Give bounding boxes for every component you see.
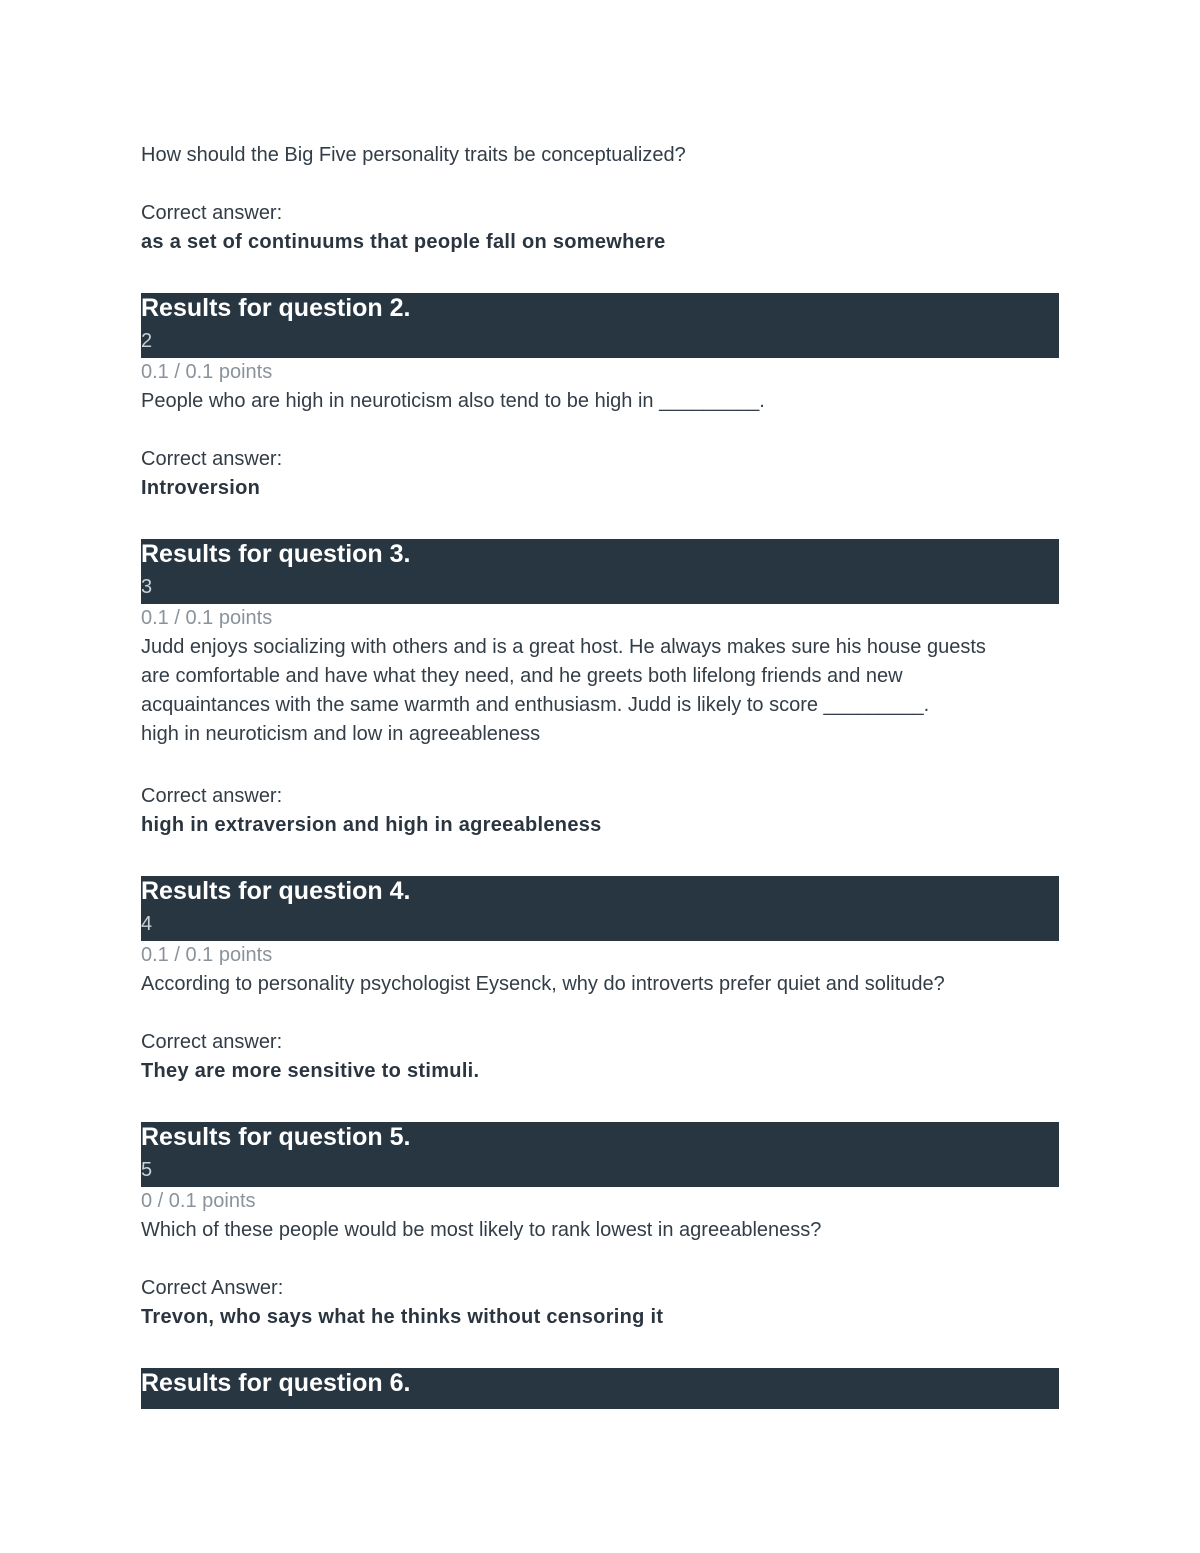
question-2-header bbox=[141, 293, 1059, 358]
question-2-correct-answer: Introversion bbox=[141, 477, 261, 499]
question-2-title: Results for question 2. bbox=[141, 294, 411, 322]
question-5-section bbox=[141, 1122, 1059, 1332]
question-5-answer-label: Correct Answer: bbox=[141, 1277, 284, 1299]
question-5-title: Results for question 5. bbox=[141, 1123, 411, 1151]
question-3-text-line-1: Judd enjoys socializing with others and is a great host. He always makes sure his house guests bbox=[141, 636, 986, 658]
question-1-answer-label: Correct answer: bbox=[141, 202, 283, 224]
question-3-number: 3 bbox=[141, 576, 153, 598]
question-4-title: Results for question 4. bbox=[141, 877, 411, 905]
question-3-answer-label: Correct answer: bbox=[141, 785, 283, 807]
question-4-number: 4 bbox=[141, 913, 153, 935]
question-3-text-line-3: acquaintances with the same warmth and enthusiasm. Judd is likely to score _________. bbox=[141, 694, 930, 716]
question-3-text-line-2: are comfortable and have what they need, and he greets both lifelong friends and new bbox=[141, 665, 903, 687]
question-5-points: 0 / 0.1 points bbox=[141, 1190, 256, 1212]
question-4-correct-answer: They are more sensitive to stimuli. bbox=[141, 1060, 480, 1082]
question-2-points: 0.1 / 0.1 points bbox=[141, 361, 273, 383]
question-5-header bbox=[141, 1122, 1059, 1187]
question-4-section bbox=[141, 876, 1059, 1086]
quiz-results-document bbox=[141, 141, 1059, 1409]
question-3-points: 0.1 / 0.1 points bbox=[141, 607, 273, 629]
question-1-section bbox=[141, 141, 1059, 257]
question-5-number: 5 bbox=[141, 1159, 153, 1181]
question-1-correct-answer: as a set of continuums that people fall on somewhere bbox=[141, 231, 666, 253]
question-2-answer-label: Correct answer: bbox=[141, 448, 283, 470]
question-2-section bbox=[141, 293, 1059, 503]
question-3-selected-answer: high in neuroticism and low in agreeableness bbox=[141, 723, 541, 745]
question-2-number: 2 bbox=[141, 330, 153, 352]
question-4-header bbox=[141, 876, 1059, 941]
question-6-section bbox=[141, 1368, 1059, 1409]
question-4-text: According to personality psychologist Eysenck, why do introverts prefer quiet and solitude? bbox=[141, 973, 945, 995]
question-1-text: How should the Big Five personality traits be conceptualized? bbox=[141, 144, 686, 166]
question-5-text: Which of these people would be most likely to rank lowest in agreeableness? bbox=[141, 1219, 822, 1241]
question-3-header bbox=[141, 539, 1059, 604]
question-3-correct-answer: high in extraversion and high in agreeableness bbox=[141, 814, 602, 836]
question-4-points: 0.1 / 0.1 points bbox=[141, 944, 273, 966]
question-6-header bbox=[141, 1368, 1059, 1409]
question-6-title: Results for question 6. bbox=[141, 1369, 411, 1397]
question-3-section bbox=[141, 539, 1059, 840]
question-5-correct-answer: Trevon, who says what he thinks without censoring it bbox=[141, 1306, 664, 1328]
question-2-text: People who are high in neuroticism also tend to be high in _________. bbox=[141, 390, 765, 412]
question-3-title: Results for question 3. bbox=[141, 540, 411, 568]
question-4-answer-label: Correct answer: bbox=[141, 1031, 283, 1053]
